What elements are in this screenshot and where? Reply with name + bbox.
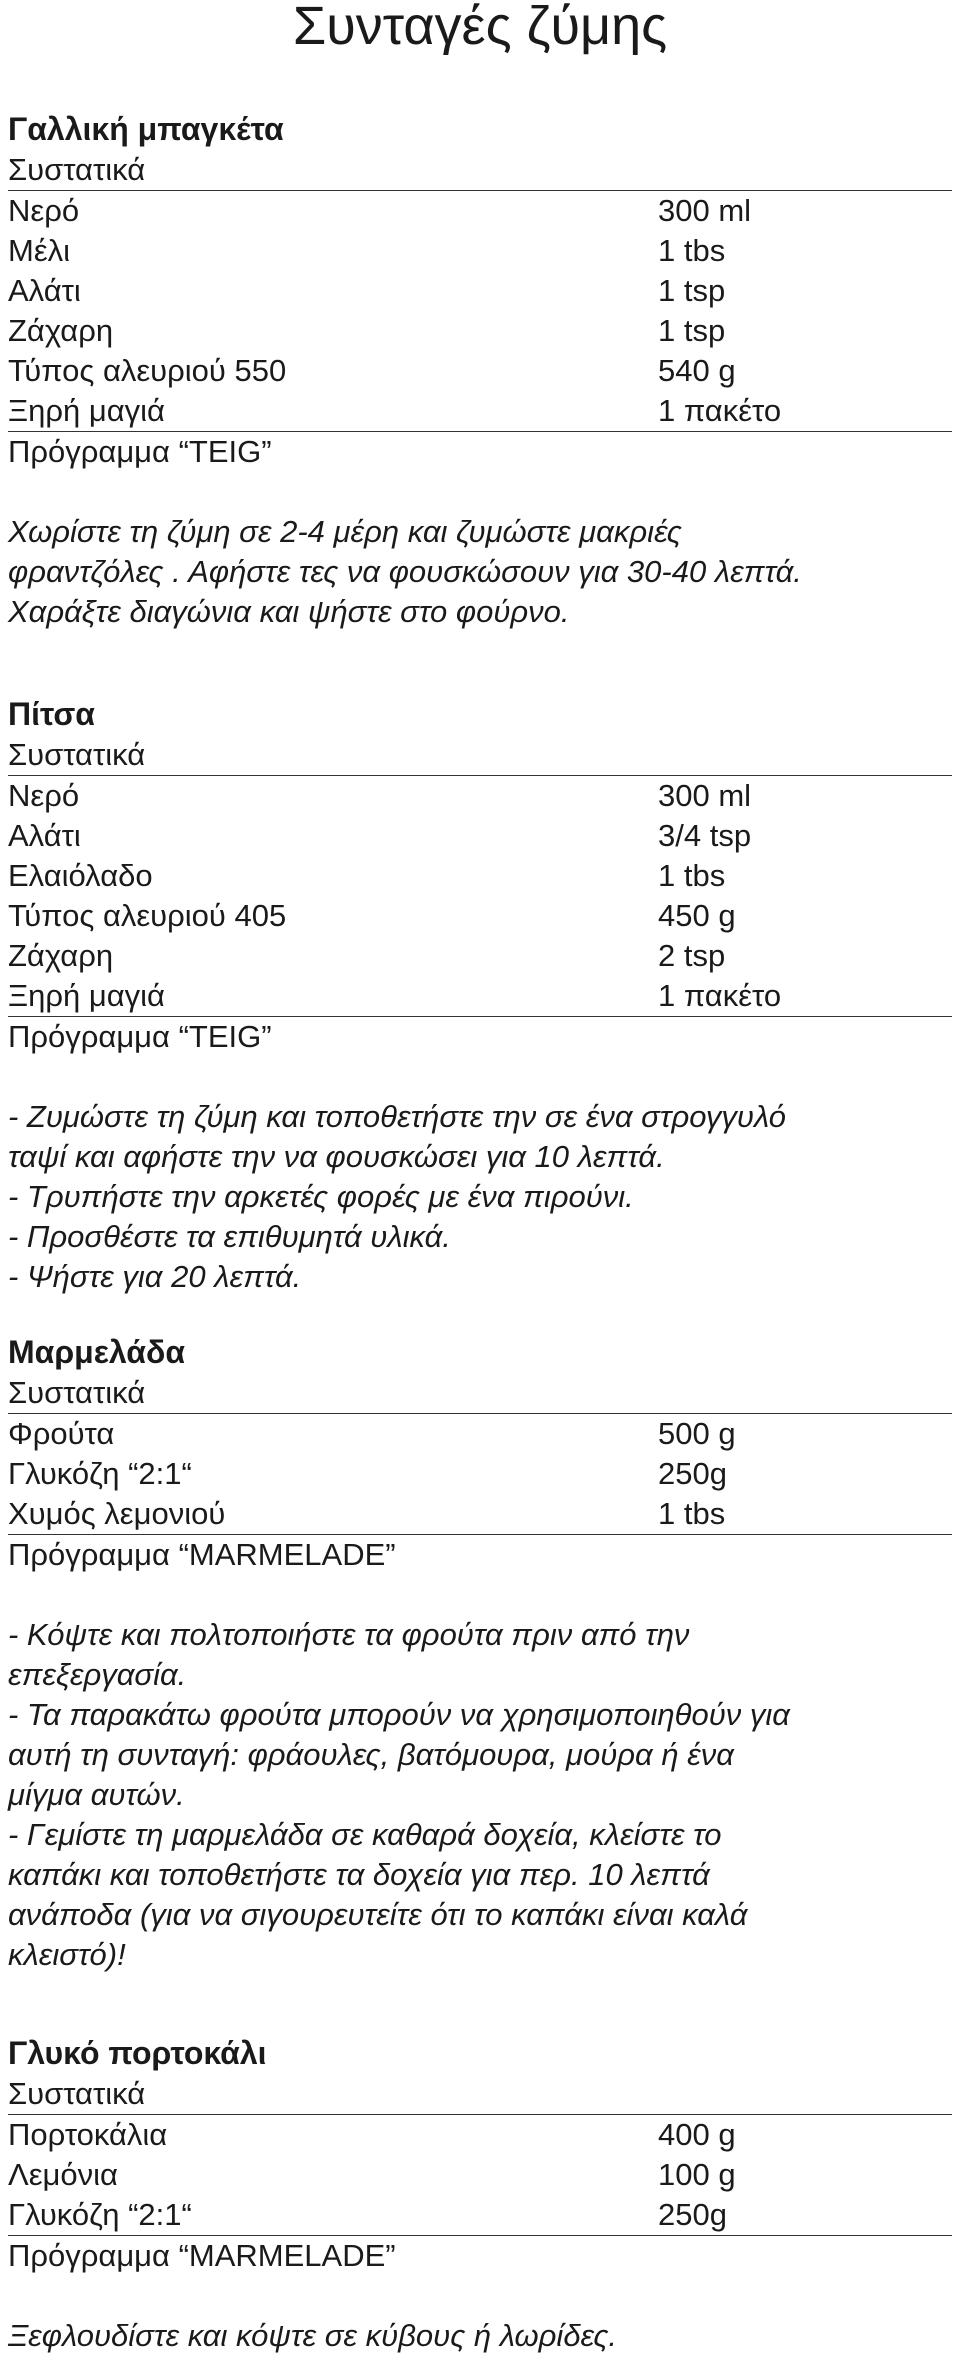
ingredient-quantity: 250g <box>658 2197 727 2232</box>
instruction-line: ταψί και αφήστε την να φουσκώσει για 10 λεπτά. <box>8 1139 665 1174</box>
ingredient-name: Φρούτα <box>8 1416 115 1451</box>
instructions <box>8 2316 952 2356</box>
ingredient-name: Νερό <box>8 778 80 813</box>
ingredient-row <box>8 2115 952 2155</box>
ingredient-row <box>8 856 952 896</box>
ingredient-row <box>8 776 952 816</box>
instruction-line: - Ψήστε για 20 λεπτά. <box>8 1259 302 1294</box>
ingredient-name: Ελαιόλαδο <box>8 858 153 893</box>
instruction-line: μίγμα αυτών. <box>8 1777 185 1812</box>
ingredient-row <box>8 1414 952 1454</box>
ingredient-quantity: 250g <box>658 1456 727 1491</box>
ingredient-quantity: 1 πακέτο <box>658 978 782 1013</box>
instruction-line: Χαράξτε διαγώνια και ψήστε στο φούρνο. <box>8 594 570 629</box>
recipe-title: Γαλλική μπαγκέτα <box>8 111 284 147</box>
ingredients-heading: Συστατικά <box>8 735 952 776</box>
ingredient-quantity: 450 g <box>658 898 736 933</box>
ingredient-name: Τύπος αλευριού 550 <box>8 353 287 388</box>
instruction-line: - Τα παρακάτω φρούτα μπορούν να χρησιμοποιηθούν για <box>8 1697 790 1732</box>
instructions <box>8 1615 952 1975</box>
instructions <box>8 1097 952 1297</box>
ingredient-row <box>8 391 952 431</box>
ingredient-name: Μέλι <box>8 233 71 268</box>
instruction-line: - Ζυμώστε τη ζύμη και τοποθετήστε την σε ένα στρογγυλό <box>8 1099 786 1134</box>
ingredient-name: Γλυκόζη “2:1“ <box>8 2197 192 2232</box>
instruction-line: αυτή τη συνταγή: φράουλες, βατόμουρα, μούρα ή ένα <box>8 1737 734 1772</box>
recipe-section <box>8 1333 952 1975</box>
instruction-line: φραντζόλες . Αφήστε τες να φουσκώσουν για 30-40 λεπτά. <box>8 554 802 589</box>
ingredient-quantity: 1 πακέτο <box>658 393 782 428</box>
ingredient-quantity: 300 ml <box>658 193 752 228</box>
ingredient-name: Πορτοκάλια <box>8 2117 168 2152</box>
ingredient-quantity: 1 tbs <box>658 1496 726 1531</box>
recipe-section <box>8 695 952 1297</box>
ingredient-row <box>8 1454 952 1494</box>
program-label: Πρόγραμμα “MARMELADE” <box>8 2238 396 2273</box>
instructions <box>8 512 952 632</box>
ingredient-quantity: 3/4 tsp <box>658 818 752 853</box>
ingredient-name: Ξηρή μαγιά <box>8 393 165 428</box>
program-row <box>8 1534 952 1575</box>
program-row <box>8 431 952 472</box>
ingredient-row <box>8 311 952 351</box>
program-label: Πρόγραμμα “TEIG” <box>8 434 272 469</box>
ingredient-quantity: 1 tbs <box>658 858 726 893</box>
ingredient-name: Αλάτι <box>8 818 81 853</box>
ingredient-row <box>8 351 952 391</box>
instruction-line: - Προσθέστε τα επιθυμητά υλικά. <box>8 1219 451 1254</box>
program-row <box>8 2235 952 2276</box>
instruction-line: Χωρίστε τη ζύμη σε 2-4 μέρη και ζυμώστε μακριές <box>8 514 682 549</box>
ingredients-heading: Συστατικά <box>8 150 952 191</box>
instruction-line: καπάκι και τοποθετήστε τα δοχεία για περ. 10 λεπτά <box>8 1857 710 1892</box>
page-title: Συνταγές ζύμης <box>292 0 668 56</box>
ingredient-name: Λεμόνια <box>8 2157 118 2192</box>
ingredient-quantity: 540 g <box>658 353 736 388</box>
ingredient-name: Ζάχαρη <box>8 313 114 348</box>
recipe-title: Πίτσα <box>8 696 95 732</box>
ingredient-row <box>8 191 952 231</box>
ingredient-row <box>8 2155 952 2195</box>
ingredient-name: Τύπος αλευριού 405 <box>8 898 287 933</box>
ingredient-row <box>8 1494 952 1534</box>
ingredients-heading: Συστατικά <box>8 1373 952 1414</box>
ingredient-name: Γλυκόζη “2:1“ <box>8 1456 192 1491</box>
instruction-line: επεξεργασία. <box>8 1657 187 1692</box>
ingredient-row <box>8 936 952 976</box>
ingredient-row <box>8 2195 952 2235</box>
ingredient-quantity: 300 ml <box>658 778 752 813</box>
ingredient-quantity: 500 g <box>658 1416 736 1451</box>
ingredient-row <box>8 816 952 856</box>
ingredient-name: Νερό <box>8 193 80 228</box>
ingredient-row <box>8 271 952 311</box>
ingredient-name: Ξηρή μαγιά <box>8 978 165 1013</box>
instruction-line: ανάποδα (για να σιγουρευτείτε ότι το καπάκι είναι καλά <box>8 1897 748 1932</box>
ingredient-quantity: 100 g <box>658 2157 736 2192</box>
program-label: Πρόγραμμα “TEIG” <box>8 1019 272 1054</box>
recipe-section <box>8 2034 952 2356</box>
recipe-section <box>8 110 952 632</box>
ingredient-row <box>8 231 952 271</box>
instruction-line: - Γεμίστε τη μαρμελάδα σε καθαρά δοχεία, κλείστε το <box>8 1817 722 1852</box>
ingredient-row <box>8 976 952 1016</box>
instruction-line: κλειστό)! <box>8 1937 126 1972</box>
instruction-line: - Τρυπήστε την αρκετές φορές με ένα πιρούνι. <box>8 1179 634 1214</box>
recipe-title: Μαρμελάδα <box>8 1334 186 1370</box>
recipe-title: Γλυκό πορτοκάλι <box>8 2035 267 2071</box>
ingredients-heading: Συστατικά <box>8 2074 952 2115</box>
ingredient-quantity: 400 g <box>658 2117 736 2152</box>
instruction-line: Ξεφλουδίστε και κόψτε σε κύβους ή λωρίδες. <box>8 2318 618 2353</box>
ingredient-quantity: 1 tsp <box>658 313 726 348</box>
ingredient-name: Ζάχαρη <box>8 938 114 973</box>
ingredient-quantity: 2 tsp <box>658 938 726 973</box>
ingredient-name: Αλάτι <box>8 273 81 308</box>
program-row <box>8 1016 952 1057</box>
ingredient-quantity: 1 tbs <box>658 233 726 268</box>
instruction-line: - Κόψτε και πολτοποιήστε τα φρούτα πριν από την <box>8 1617 690 1652</box>
program-label: Πρόγραμμα “MARMELADE” <box>8 1537 396 1572</box>
ingredient-row <box>8 896 952 936</box>
ingredient-quantity: 1 tsp <box>658 273 726 308</box>
ingredient-name: Χυμός λεμονιού <box>8 1496 226 1531</box>
